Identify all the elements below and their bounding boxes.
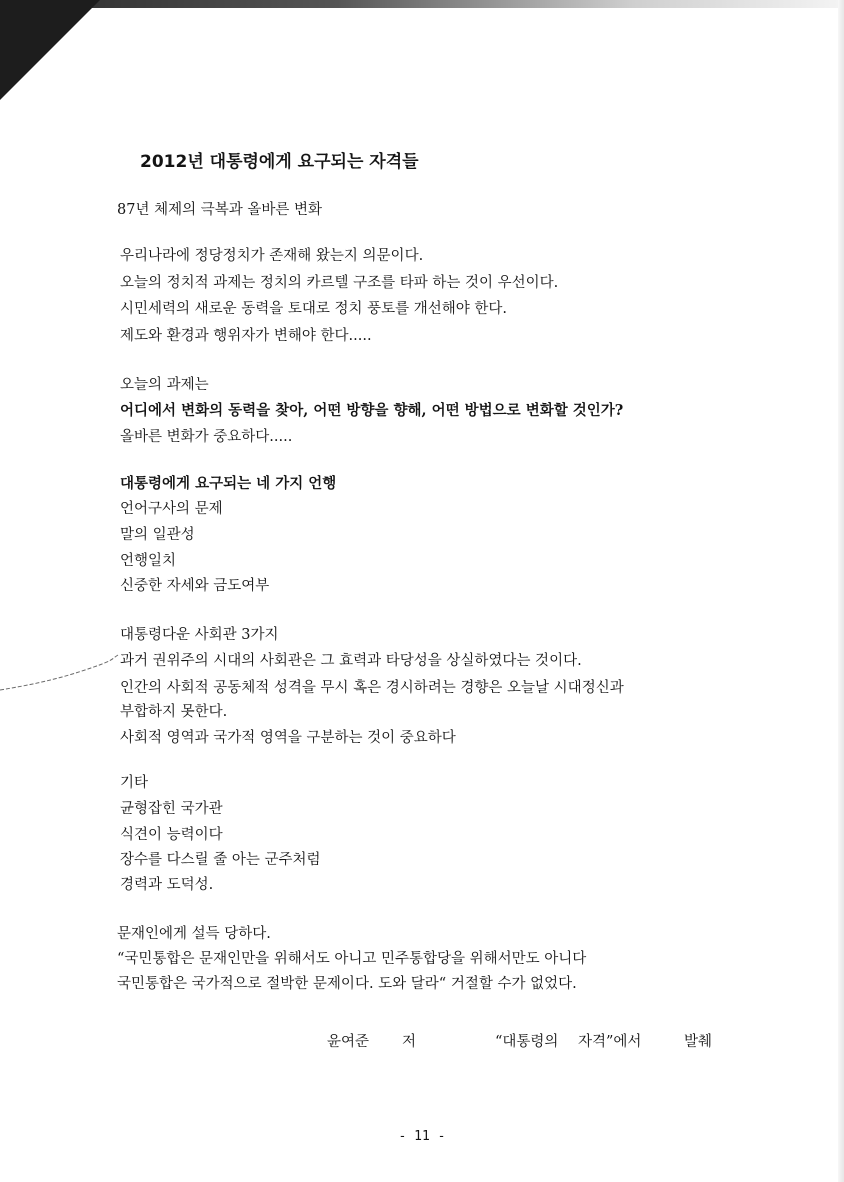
section-etc-item-2: 식견이 능력이다: [120, 827, 223, 843]
paragraph1-line-3: 시민세력의 새로운 동력을 토대로 정치 풍토를 개선해야 한다.: [120, 301, 508, 317]
section-moon-line-1: 문재인에게 설득 당하다.: [117, 926, 271, 942]
credit-source: “대통령의: [495, 1034, 559, 1050]
section-social-line-2: 인간의 사회적 공동체적 성격을 무시 혹은 경시하려는 경향은 오늘날 시대정신과: [120, 680, 624, 696]
section-etc-item-1: 균형잡힌 국가관: [120, 801, 223, 817]
credit-author: 윤여준: [327, 1034, 370, 1050]
credit-author-suffix: 저: [402, 1034, 417, 1050]
scan-right-shadow: [838, 0, 844, 1182]
paragraph2-question: 어디에서 변화의 동력을 찾아, 어떤 방향을 향해, 어떤 방법으로 변화할 것인가?: [120, 402, 624, 419]
credit-excerpt: 발췌: [684, 1034, 713, 1050]
scan-corner-shadow: [0, 0, 100, 100]
paragraph2-closing: 올바른 변화가 중요하다.....: [120, 429, 293, 445]
paragraph1-line-2: 오늘의 정치적 과제는 정치의 카르텔 구조를 타파 하는 것이 우선이다.: [120, 275, 559, 291]
section-four-heading: 대통령에게 요구되는 네 가지 언행: [120, 475, 337, 492]
scan-top-shadow: [0, 0, 844, 8]
section-four-item-4: 신중한 자세와 금도여부: [120, 578, 270, 594]
credit-source-2: 자격”에서: [578, 1034, 642, 1050]
section-social-line-3: 부합하지 못한다.: [120, 704, 228, 720]
paragraph1-line-4: 제도와 환경과 행위자가 변해야 한다.....: [120, 328, 372, 344]
subtitle: 87년 체제의 극복과 올바른 변화: [117, 202, 322, 218]
section-social-line-1: 과거 권위주의 시대의 사회관은 그 효력과 타당성을 상실하였다는 것이다.: [120, 653, 582, 669]
paragraph1-line-1: 우리나라에 정당정치가 존재해 왔는지 의문이다.: [120, 248, 424, 264]
section-four-item-1: 언어구사의 문제: [120, 501, 223, 517]
paragraph2-lead: 오늘의 과제는: [120, 377, 209, 393]
section-four-item-3: 언행일치: [120, 553, 177, 569]
section-etc-heading: 기타: [120, 775, 149, 791]
document-title: 2012년 대통령에게 요구되는 자격들: [140, 152, 419, 172]
section-etc-item-4: 경력과 도덕성.: [120, 877, 214, 893]
section-social-heading: 대통령다운 사회관 3가지: [120, 627, 279, 643]
section-social-line-4: 사회적 영역과 국가적 영역을 구분하는 것이 중요하다: [120, 730, 456, 746]
section-moon-line-3: 국민통합은 국가적으로 절박한 문제이다. 도와 달라“ 거절할 수가 없었다.: [117, 976, 577, 992]
section-moon-line-2: “국민통합은 문재인만을 위해서도 아니고 민주통합당을 위해서만도 아니다: [117, 951, 587, 967]
page-number: - 11 -: [398, 1129, 446, 1144]
section-four-item-2: 말의 일관성: [120, 527, 195, 543]
section-etc-item-3: 장수를 다스릴 줄 아는 군주처럼: [120, 852, 321, 868]
scan-scratch-mark: [0, 645, 120, 695]
